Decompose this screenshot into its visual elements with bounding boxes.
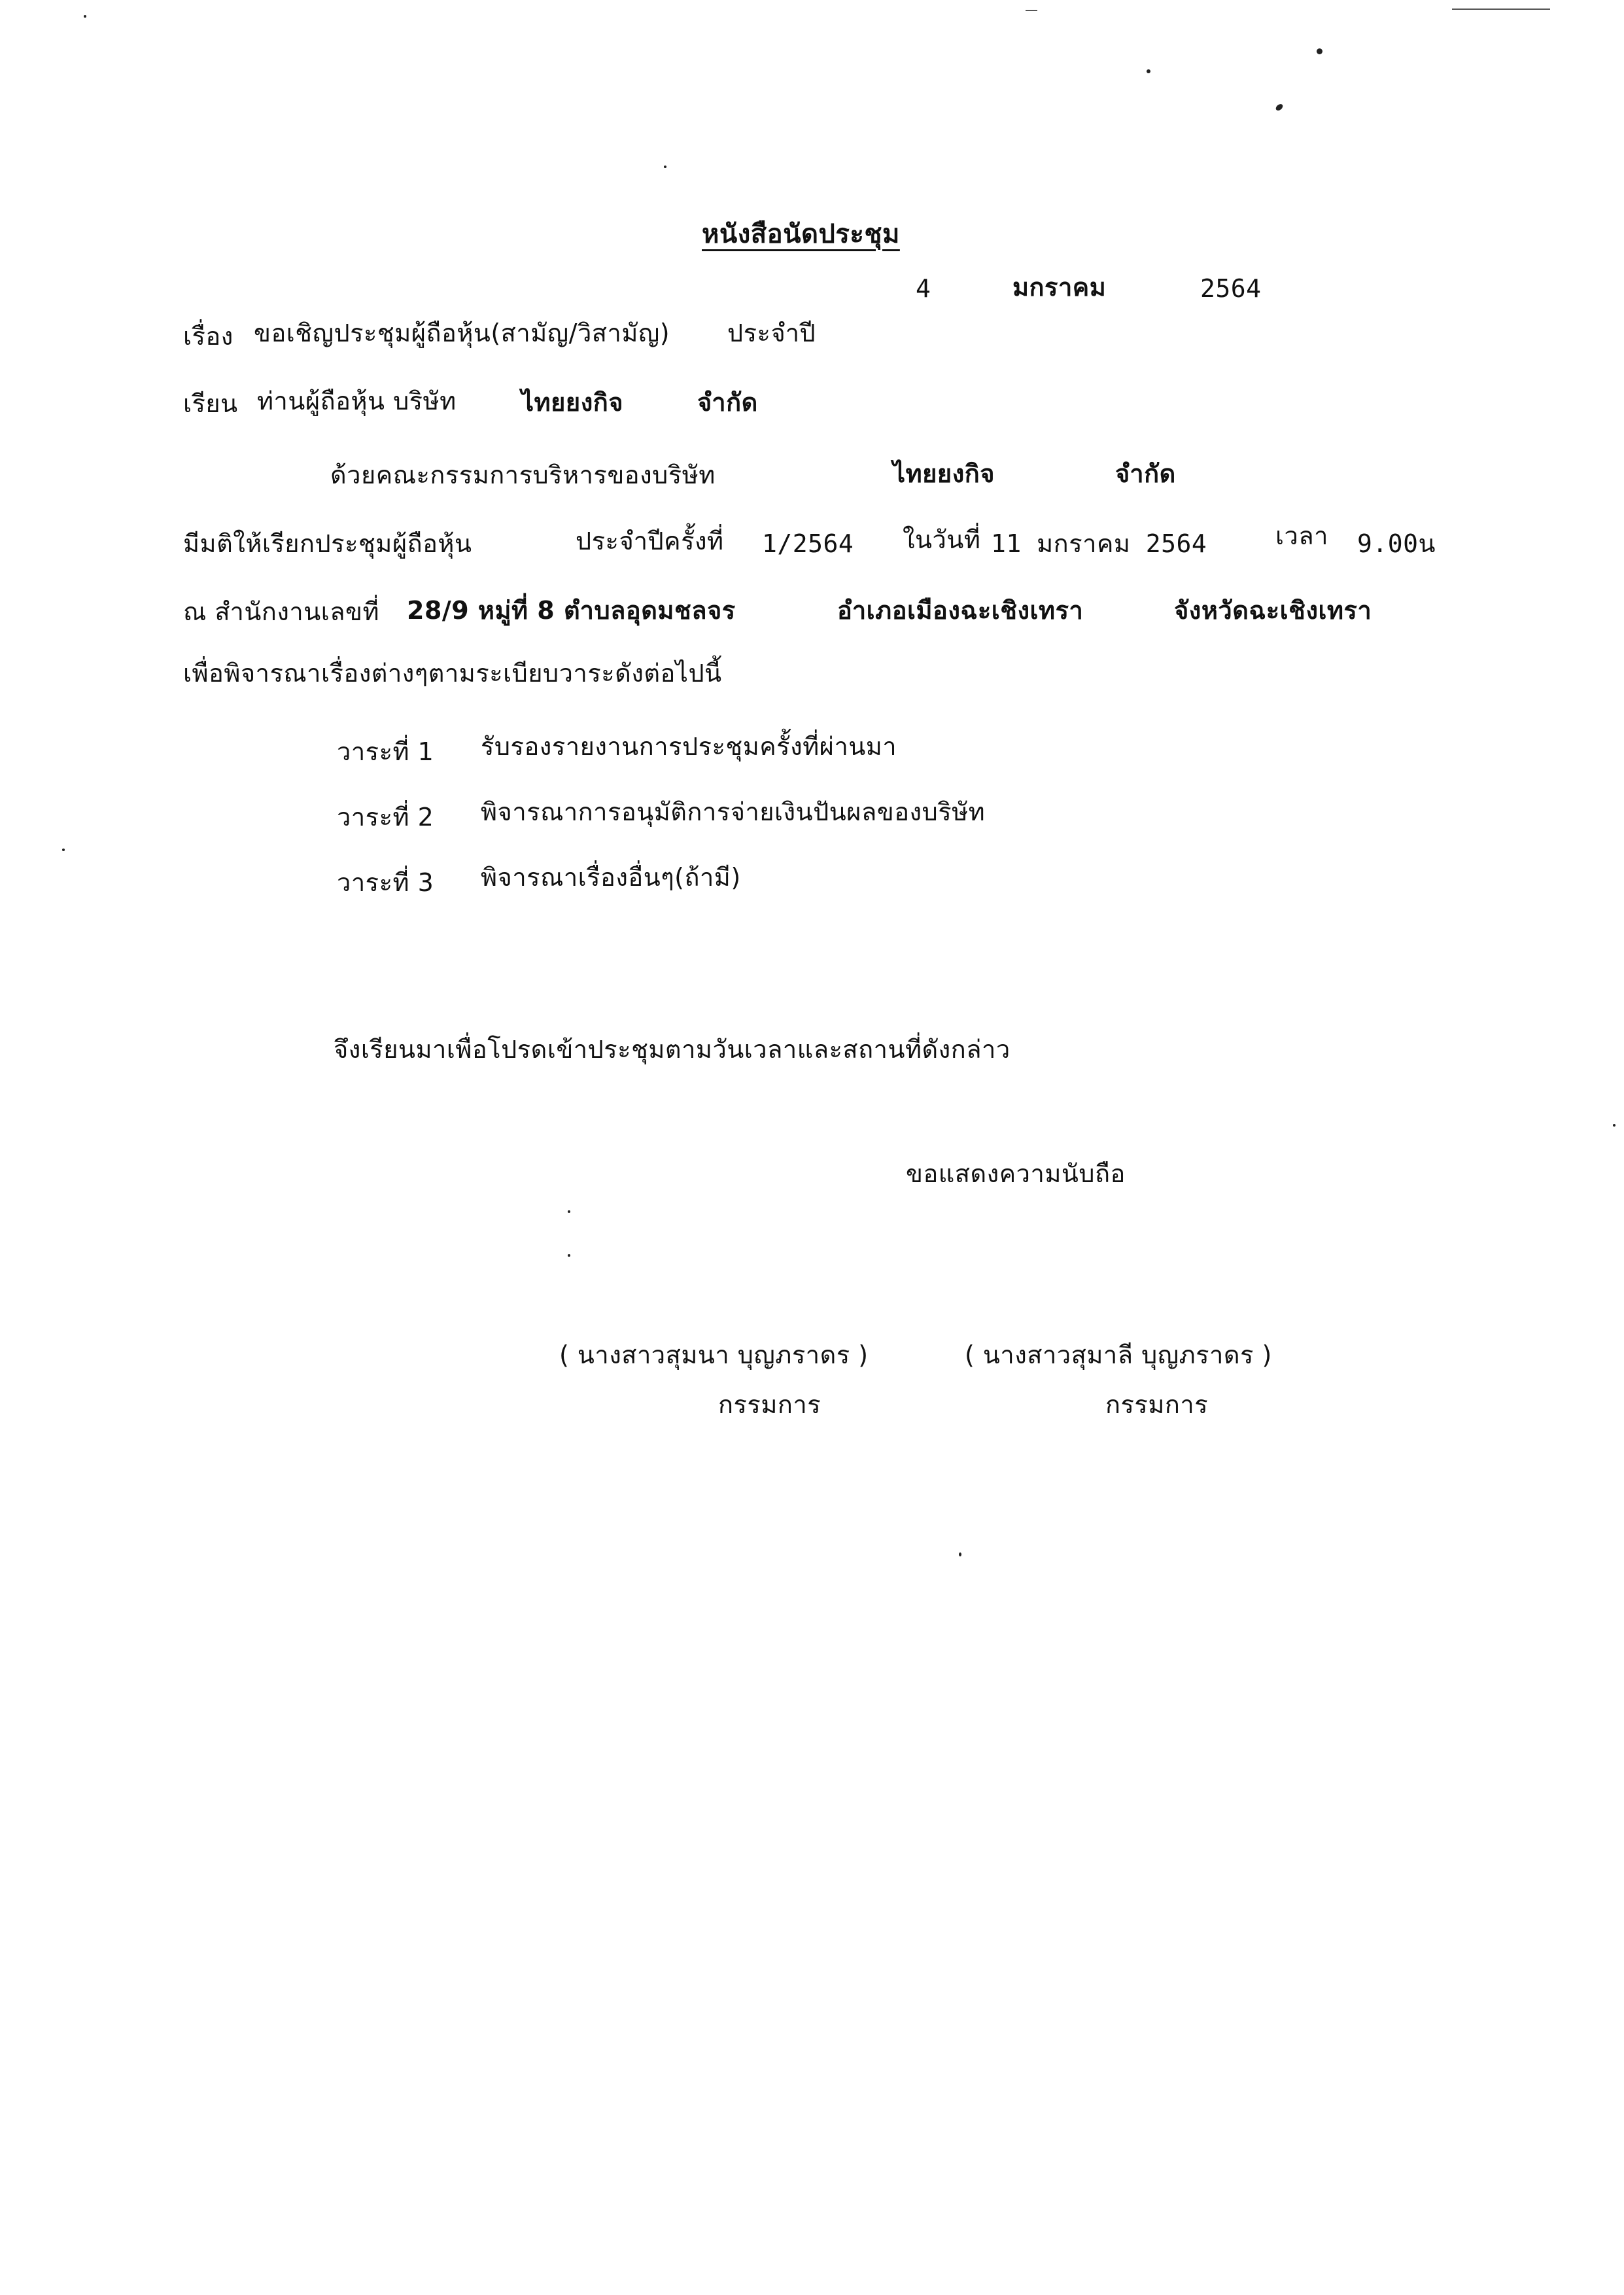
province: จังหวัดฉะเชิงเทรา	[1174, 596, 1372, 625]
closing-text: จึงเรียนมาเพื่อโปรดเข้าประชุมตามวันเวลาและสถานที่ดังกล่าว	[334, 1035, 1011, 1064]
regards-text: ขอแสดงความนับถือ	[906, 1159, 1126, 1188]
scan-artifact	[62, 849, 65, 851]
meeting-date-label: ในวันที่	[903, 525, 981, 554]
body-line1-suffix: จำกัด	[1115, 459, 1176, 488]
district: อำเภอเมืองฉะเชิงเทรา	[837, 596, 1084, 625]
agenda-text: พิจารณาการอนุมัติการจ่ายเงินปันผลของบริษัท	[481, 797, 986, 826]
scan-artifact	[568, 1254, 570, 1257]
scan-artifact	[1026, 10, 1037, 11]
scan-artifact	[1613, 1124, 1615, 1127]
meeting-date: 11 มกราคม 2564	[991, 529, 1207, 558]
address: 28/9 หมู่ที่ 8 ตำบลอุดมชลจร	[407, 596, 736, 625]
agenda-label: วาระที่ 3	[337, 868, 434, 897]
body-line1-company: ไทยยงกิจ	[893, 459, 995, 488]
scan-artifact	[1147, 69, 1150, 73]
subject-text: ขอเชิญประชุมผู้ถือหุ้น(สามัญ/วิสามัญ)	[254, 319, 670, 347]
date-year: 2564	[1200, 274, 1262, 303]
scan-artifact	[959, 1552, 961, 1556]
agenda-label: วาระที่ 1	[337, 737, 434, 766]
body-line2-text: มีมติให้เรียกประชุมผู้ถือหุ้น	[183, 529, 472, 558]
signatory-name: ( นางสาวสุมาลี บุญภราดร )	[965, 1340, 1272, 1369]
scan-artifact	[568, 1210, 570, 1213]
session-number: 1/2564	[762, 529, 854, 558]
signatory-name: ( นางสาวสุมนา บุญภราดร )	[559, 1340, 869, 1369]
subject-label: เรื่อง	[183, 322, 233, 351]
date-day: 4	[916, 274, 931, 303]
agenda-text: รับรองรายงานการประชุมครั้งที่ผ่านมา	[481, 732, 897, 761]
subject-suffix: ประจำปี	[727, 319, 816, 347]
meeting-time-label: เวลา	[1275, 521, 1328, 550]
to-label: เรียน	[183, 389, 238, 418]
scan-artifact	[1452, 9, 1550, 10]
signatory-role: กรรมการ	[718, 1390, 821, 1419]
document-title: หนังสือนัดประชุม	[702, 219, 900, 249]
to-company: ไทยยงกิจ	[521, 388, 624, 417]
address-prefix: ณ สำนักงานเลขที่	[183, 597, 380, 626]
body-line1-text: ด้วยคณะกรรมการบริหารของบริษัท	[330, 461, 716, 489]
to-suffix: จำกัด	[697, 388, 758, 417]
scan-artifact	[1317, 48, 1322, 54]
session-label: ประจำปีครั้งที่	[576, 527, 724, 555]
meeting-time: 9.00น	[1357, 529, 1436, 558]
agenda-text: พิจารณาเรื่องอื่นๆ(ถ้ามี)	[481, 863, 741, 892]
body-line4: เพื่อพิจารณาเรื่องต่างๆตามระเบียบวาระดังต่อไปนี้	[183, 659, 722, 688]
date-month: มกราคม	[1012, 273, 1107, 302]
scan-artifact	[84, 15, 86, 18]
to-text: ท่านผู้ถือหุ้น บริษัท	[257, 387, 457, 415]
signatory-role: กรรมการ	[1105, 1390, 1209, 1419]
scan-artifact	[1275, 103, 1284, 112]
agenda-label: วาระที่ 2	[337, 803, 434, 832]
scan-artifact	[664, 166, 666, 168]
